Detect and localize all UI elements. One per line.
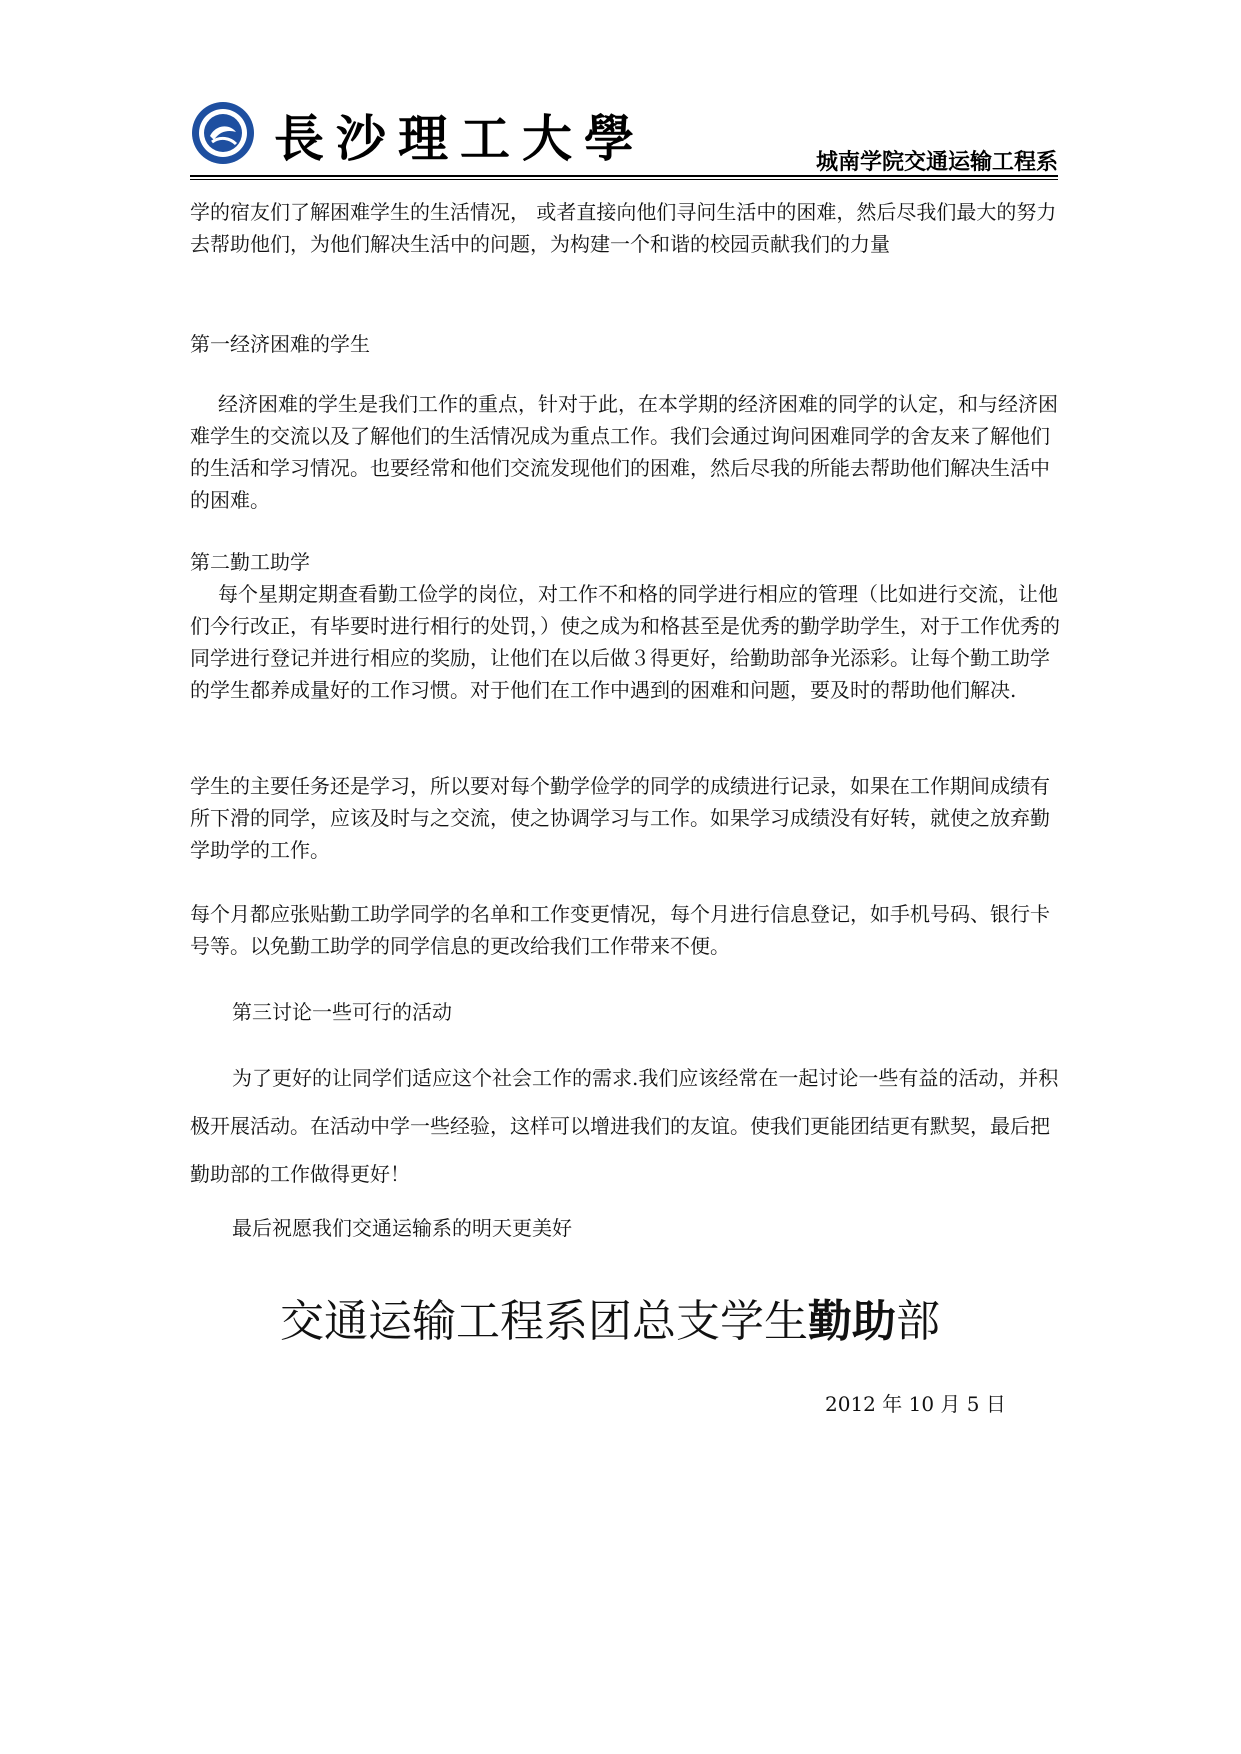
paragraph-text: 经济困难的学生是我们工作的重点，针对于此，在本学期的经济困难的同学的认定，和与经济困难学生的交流以及了解他们的生活情况成为重点工作。我们会通过询问困难同学的舍友来了解他们的生活和学习情况。也要经常和他们交流发现他们的困难，然后尽我的所能去帮助他们解决生活中的困难。 xyxy=(190,392,1058,512)
heading-work-study xyxy=(190,546,1062,578)
header-rule xyxy=(190,175,1058,180)
paragraph-text: 每个星期定期查看勤工俭学的岗位，对工作不和格的同学进行相应的管理（比如进行交流，让他们今行改正，有毕要时进行相行的处罚，）使之成为和格甚至是优秀的勤学助学生，对于工作优秀的同学进行登记并进行相应的奖励，让他们在以后做３得更好，给勤助部争光添彩。让每个勤工助学的学生都养成量好的工作习惯。对于他们在工作中遇到的困难和问题，要及时的帮助他们解决. xyxy=(190,582,1060,702)
document-date: 2012 年 10 月 5 日 xyxy=(825,1392,1006,1416)
letterhead xyxy=(190,95,1058,175)
heading-activities xyxy=(190,996,1062,1028)
paragraph-economic-hardship xyxy=(190,388,1062,516)
paragraph-work-study xyxy=(190,578,1062,706)
university-emblem-icon xyxy=(190,100,256,166)
paragraph-intro xyxy=(190,196,1062,260)
paragraph-text: 每个月都应张贴勤工助学同学的名单和工作变更情况，每个月进行信息登记，如手机号码、银行卡号等。以免勤工助学的同学信息的更改给我们工作带来不便。 xyxy=(190,902,1050,958)
heading-economic-hardship xyxy=(190,328,1062,360)
paragraph-activities xyxy=(190,1054,1062,1198)
department-name: 城南学院交通运输工程系 xyxy=(815,150,1058,175)
section-heading: 第二勤工助学 xyxy=(190,550,310,574)
university-name: 長沙理工大學 xyxy=(274,109,646,168)
signature-line xyxy=(280,1285,940,1349)
signature-bold: 勤助 xyxy=(808,1296,896,1347)
paragraph-text: 为了更好的让同学们适应这个社会工作的需求.我们应该经常在一起讨论一些有益的活动，并积极开展活动。在活动中学一些经验，这样可以增进我们的友谊。使我们更能团结更有默契，最后把勤助部的工作做得更好！ xyxy=(190,1066,1059,1186)
paragraph-text: 学的宿友们了解困难学生的生活情况， 或者直接向他们寻问生活中的困难，然后尽我们最大的努力去帮助他们，为他们解决生活中的问题，为构建一个和谐的校园贡献我们的力量 xyxy=(190,200,1057,256)
paragraph-study-records xyxy=(190,770,1062,866)
section-heading: 第三讨论一些可行的活动 xyxy=(232,1000,452,1024)
signature-org: 交通运输工程系团总支学生 xyxy=(280,1296,808,1347)
paragraph-text: 最后祝愿我们交通运输系的明天更美好 xyxy=(232,1216,572,1240)
paragraph-closing-wish xyxy=(190,1212,1062,1244)
section-heading: 第一经济困难的学生 xyxy=(190,332,370,356)
signature-suffix: 部 xyxy=(896,1296,940,1347)
paragraph-monthly-info xyxy=(190,898,1062,962)
paragraph-text: 学生的主要任务还是学习，所以要对每个勤学俭学的同学的成绩进行记录，如果在工作期间成绩有所下滑的同学，应该及时与之交流，使之协调学习与工作。如果学习成绩没有好转，就使之放弃勤学助学的工作。 xyxy=(190,774,1050,862)
